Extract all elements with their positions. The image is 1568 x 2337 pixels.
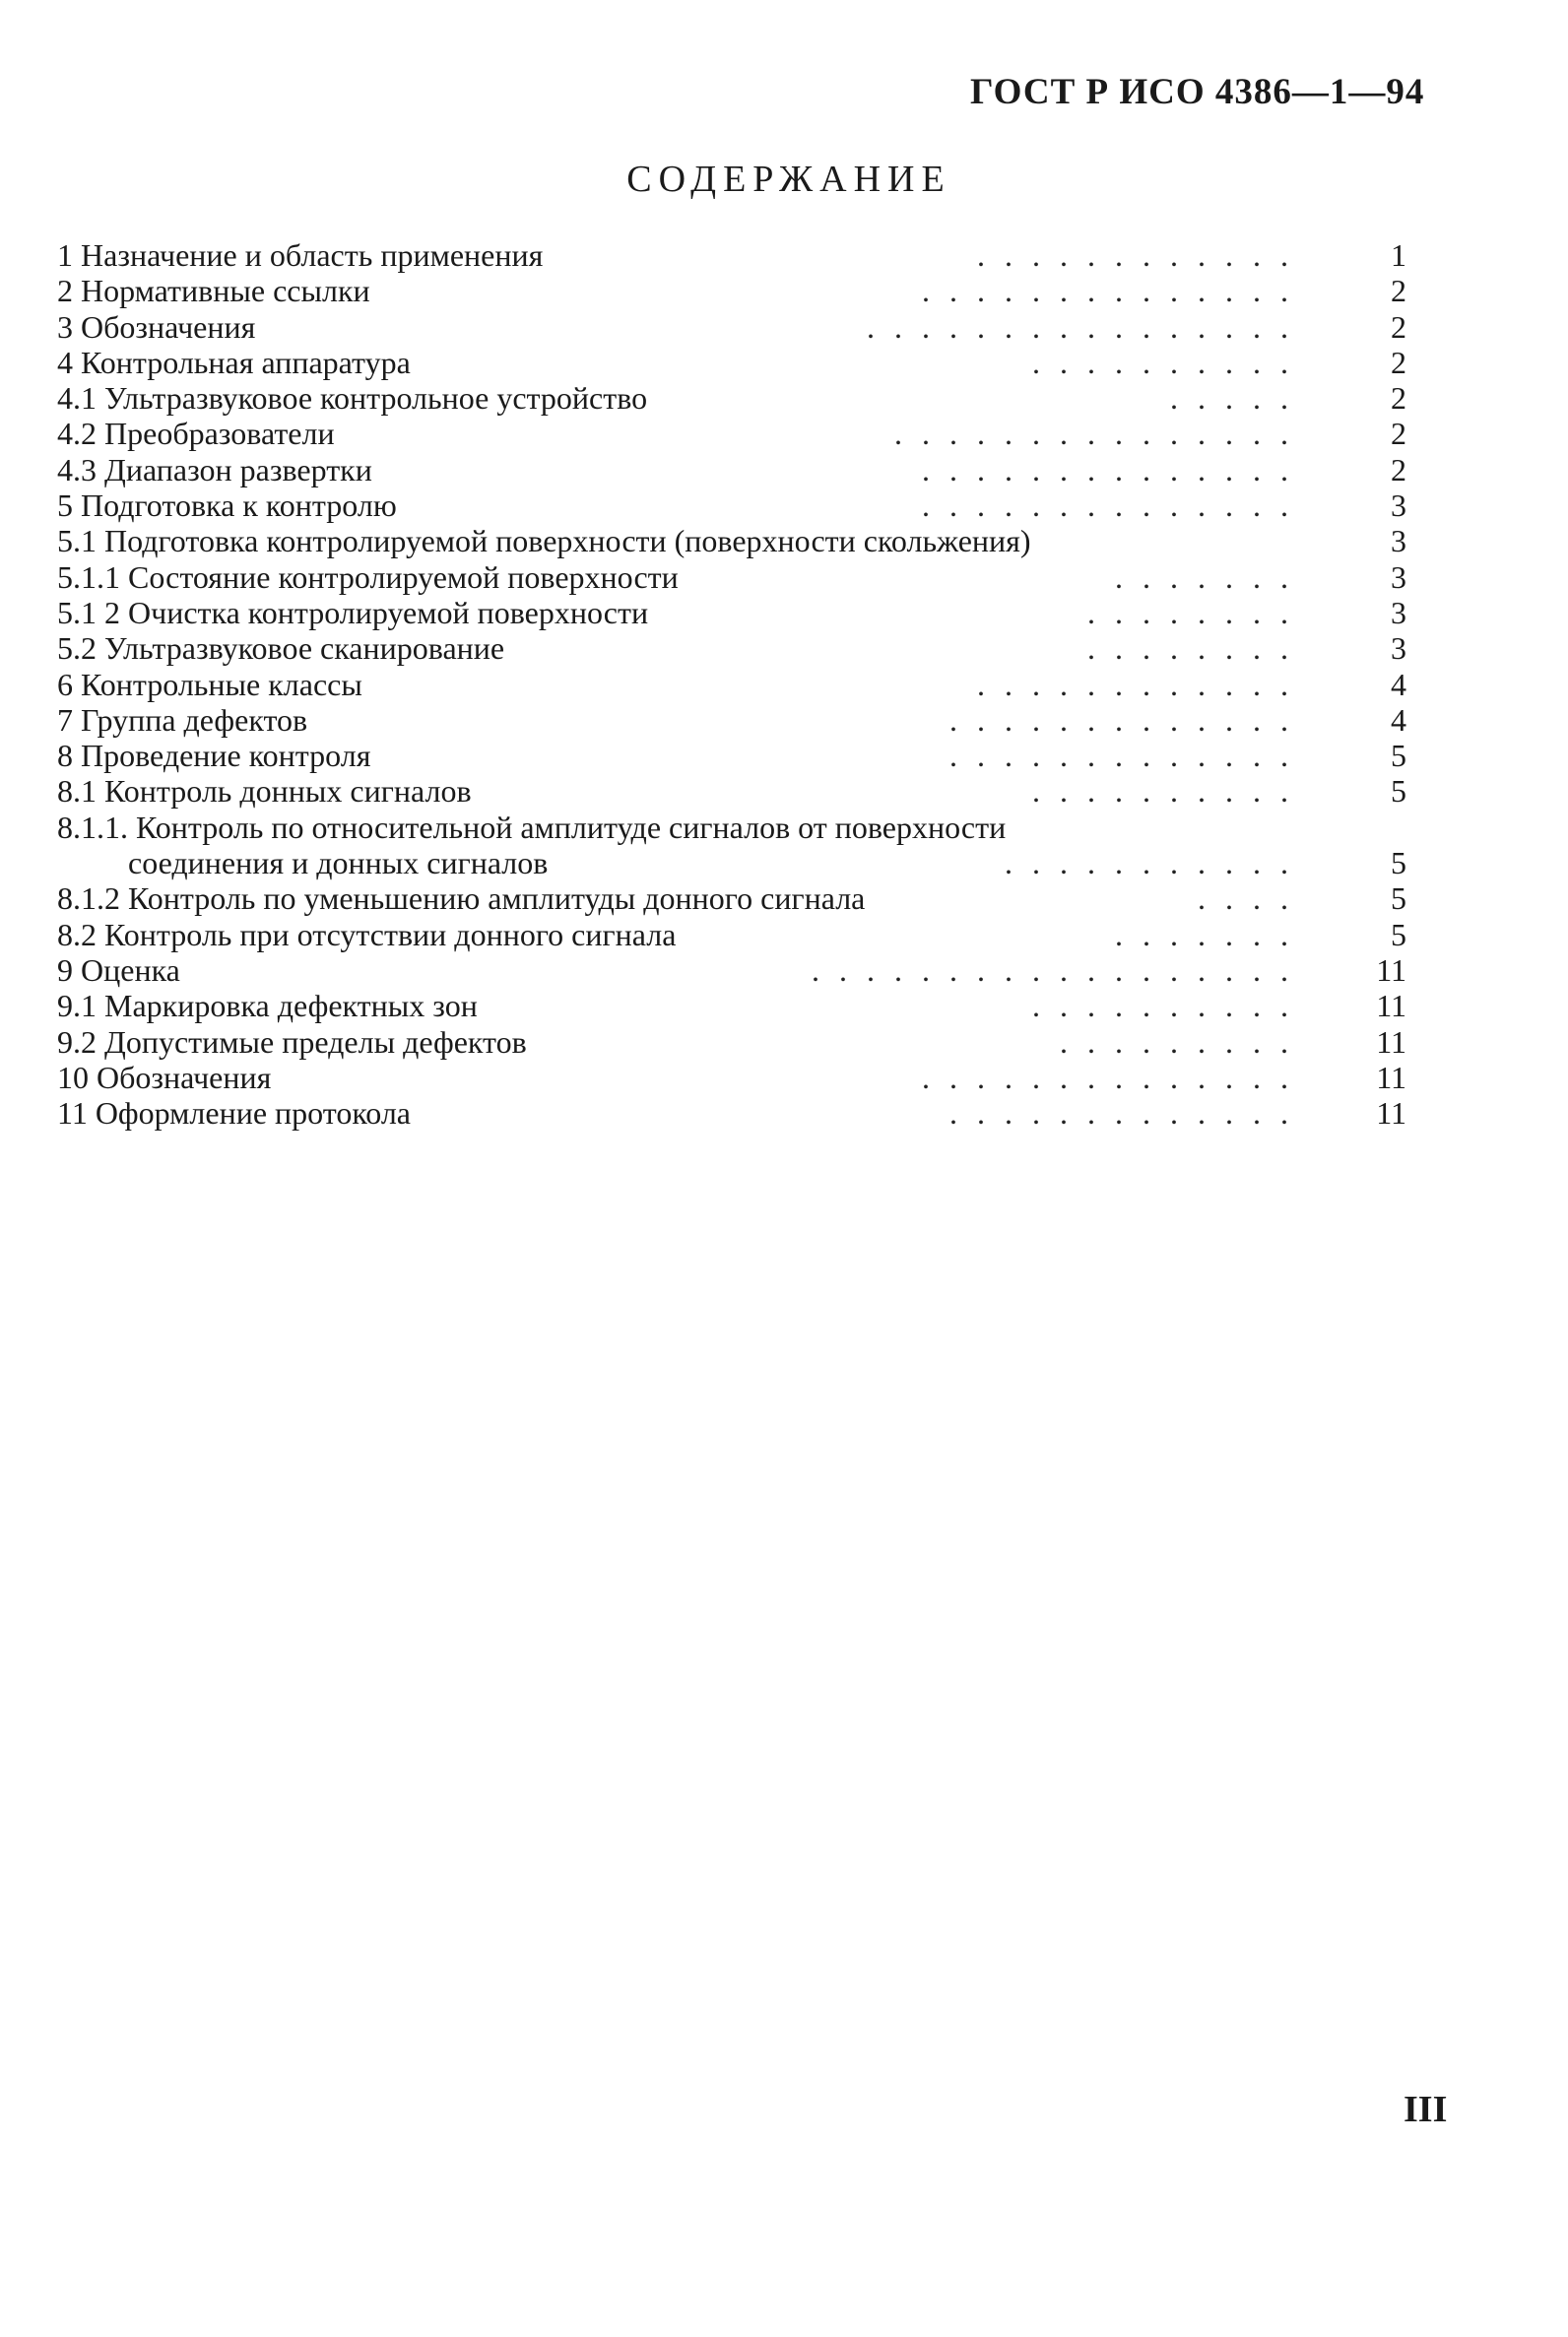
- toc-entry-text: 5 Подготовка к контролю: [57, 487, 397, 524]
- toc-entry-text: 9.1 Маркировка дефектных зон: [57, 988, 478, 1024]
- toc-entry[interactable]: [57, 1060, 1406, 1095]
- toc-entry-page: 2: [1391, 380, 1406, 417]
- toc-entry[interactable]: [57, 702, 1406, 738]
- table-of-contents: [57, 237, 1406, 1131]
- toc-leader-dots: ..............: [922, 487, 1308, 524]
- toc-entry[interactable]: [57, 380, 1406, 416]
- toc-entry[interactable]: [57, 416, 1406, 451]
- toc-entry-text: 6 Контрольные классы: [57, 666, 362, 702]
- toc-entry-text: 9.2 Допустимые пределы дефектов: [57, 1023, 527, 1060]
- toc-entry-page: 11: [1376, 1095, 1406, 1132]
- toc-entry-page: 3: [1391, 558, 1406, 595]
- toc-leader-dots: ................: [867, 308, 1308, 345]
- toc-entry[interactable]: [57, 738, 1406, 773]
- document-code-header: ГОСТ Р ИСО 4386—1—94: [970, 72, 1425, 112]
- toc-leader-dots: ..............: [922, 273, 1308, 309]
- toc-leader-dots: .............: [949, 738, 1308, 774]
- toc-entry-text: 3 Обозначения: [57, 308, 256, 345]
- toc-entry-page: 11: [1376, 1059, 1406, 1095]
- toc-entry-page: 11: [1376, 951, 1406, 988]
- toc-entry-page: 3: [1391, 487, 1406, 524]
- toc-entry-page: 5: [1391, 738, 1406, 774]
- toc-leader-dots: ..............: [922, 451, 1308, 487]
- toc-entry-text: 8.1.2 Контроль по уменьшению амплитуды донного сигнала: [57, 880, 866, 917]
- toc-entry-text: 10 Обозначения: [57, 1059, 272, 1095]
- toc-entry-page: 2: [1391, 451, 1406, 487]
- toc-entry-page: 2: [1391, 416, 1406, 452]
- toc-leader-dots: .....: [1170, 380, 1308, 417]
- toc-entry-page: 4: [1391, 666, 1406, 702]
- toc-leader-dots: .........: [1060, 1023, 1308, 1060]
- toc-leader-dots: .......: [1115, 558, 1308, 595]
- toc-leader-dots: .......: [1115, 916, 1308, 952]
- toc-entry[interactable]: [57, 309, 1406, 345]
- toc-entry[interactable]: [57, 523, 1406, 558]
- toc-entry-page: 5: [1391, 845, 1406, 881]
- toc-entry-text: 5.1 Подготовка контролируемой поверхности (поверхности скольжения): [57, 523, 1031, 559]
- toc-leader-dots: ............: [977, 237, 1308, 273]
- toc-leader-dots: ...........: [1005, 845, 1308, 881]
- toc-entry[interactable]: [57, 345, 1406, 380]
- toc-entry-page: 3: [1391, 523, 1406, 559]
- toc-entry-page: 5: [1391, 773, 1406, 810]
- toc-entry-text: 8 Проведение контроля: [57, 738, 371, 774]
- toc-entry-text: 8.1.1. Контроль по относительной амплитуде сигналов от поверхности: [57, 809, 1007, 845]
- toc-entry-text: 4.2 Преобразователи: [57, 416, 335, 452]
- toc-entry-text: 2 Нормативные ссылки: [57, 273, 370, 309]
- toc-entry-text: 7 Группа дефектов: [57, 701, 308, 738]
- toc-entry-page: 2: [1391, 344, 1406, 380]
- toc-entry[interactable]: [57, 952, 1406, 988]
- toc-leader-dots: .............: [949, 701, 1308, 738]
- toc-entry-text: 9 Оценка: [57, 951, 180, 988]
- toc-leader-dots: ........: [1087, 630, 1308, 667]
- toc-entry[interactable]: [57, 595, 1406, 630]
- toc-entry-text: 1 Назначение и область применения: [57, 237, 544, 273]
- toc-entry[interactable]: [57, 273, 1406, 308]
- toc-entry[interactable]: [57, 487, 1406, 523]
- toc-entry-page: 11: [1376, 1023, 1406, 1060]
- toc-entry[interactable]: [57, 237, 1406, 273]
- toc-entry-text: 5.1.1 Состояние контролируемой поверхности: [57, 558, 679, 595]
- toc-leader-dots: ..........: [1032, 773, 1308, 810]
- toc-entry-text: 8.1 Контроль донных сигналов: [57, 773, 472, 810]
- toc-leader-dots: ........: [1087, 594, 1308, 630]
- toc-entry[interactable]: [57, 773, 1406, 809]
- toc-entry-page: 3: [1391, 630, 1406, 667]
- toc-entry[interactable]: [57, 917, 1406, 952]
- toc-entry[interactable]: [57, 559, 1406, 595]
- toc-leader-dots: ..............: [922, 1059, 1308, 1095]
- page-number: III: [1404, 2089, 1448, 2130]
- toc-leader-dots: ....: [1198, 880, 1308, 917]
- toc-entry-text-continued: соединения и донных сигналов: [128, 845, 549, 881]
- toc-entry[interactable]: [57, 1024, 1406, 1060]
- toc-leader-dots: ..........: [1032, 344, 1308, 380]
- toc-leader-dots: ..................: [812, 951, 1308, 988]
- toc-entry-page: 5: [1391, 916, 1406, 952]
- toc-entry-page: 5: [1391, 880, 1406, 917]
- toc-entry-text: 4.1 Ультразвуковое контрольное устройство: [57, 380, 648, 417]
- toc-leader-dots: ..........: [1032, 988, 1308, 1024]
- toc-entry[interactable]: [57, 988, 1406, 1023]
- toc-entry[interactable]: [57, 1095, 1406, 1131]
- toc-leader-dots: ...............: [894, 416, 1308, 452]
- toc-entry-page: 2: [1391, 273, 1406, 309]
- toc-entry-page: 3: [1391, 594, 1406, 630]
- toc-entry[interactable]: [57, 880, 1406, 916]
- toc-entry-page: 2: [1391, 308, 1406, 345]
- toc-title: СОДЕРЖАНИЕ: [626, 159, 951, 200]
- toc-entry-text: 4 Контрольная аппаратура: [57, 344, 411, 380]
- toc-leader-dots: .............: [949, 1095, 1308, 1132]
- toc-leader-dots: ............: [977, 666, 1308, 702]
- toc-entry[interactable]: [57, 667, 1406, 702]
- toc-entry-text: 11 Оформление протокола: [57, 1095, 411, 1132]
- toc-entry[interactable]: [57, 810, 1406, 881]
- toc-entry-page: 1: [1391, 237, 1406, 273]
- toc-entry-text: 5.1 2 Очистка контролируемой поверхности: [57, 594, 649, 630]
- toc-entry-page: 11: [1376, 988, 1406, 1024]
- toc-entry-page: 4: [1391, 701, 1406, 738]
- toc-entry[interactable]: [57, 630, 1406, 666]
- toc-entry-text: 4.3 Диапазон развертки: [57, 451, 372, 487]
- toc-entry-text: 5.2 Ультразвуковое сканирование: [57, 630, 505, 667]
- toc-entry-text: 8.2 Контроль при отсутствии донного сигнала: [57, 916, 677, 952]
- toc-entry[interactable]: [57, 452, 1406, 487]
